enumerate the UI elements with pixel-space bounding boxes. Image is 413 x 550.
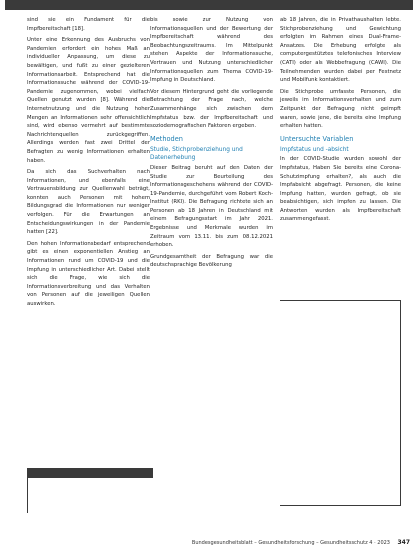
paragraph: ab 18 Jahren, die in Privathaushalten lebte. Stichprobenziehung und Gewichtung erfolgten im Rahmen eines Dual-Frame-Ansatzes. Die Erhebung erfolgte als computergestütztes telefonisches Interview (CATI) oder als Webbefragung (CAWI). Die Teilnehmenden wurden dabei per Festnetz und Mobilfunk kontaktiert.	[280, 17, 401, 84]
info-box-edge	[400, 300, 401, 505]
paragraph: Unter eine Erkennung des Ausbruchs von Pandemien erfordert ein hohes Maß an individueller Anpassung, um diese zu bewältigen, und fußt zu einer gezielteren Informationsarbeit. Entsprechend hat die Informationssuche während der COVID-19-Pandemie zugenommen, wobei vielfach Quellen genutzt wurden [8]. Während die Internetnutzung und die Nutzung hoher Mengen an Informationen sehr offensichtlich sind, wird ebenso vermehrt auf bestimmte Nachrichtenquellen zurückgegriffen. Allerdings werden fast zwei Drittel der Befragten zu wenig Informationen erhalten haben.	[27, 37, 150, 164]
column-1	[27, 16, 150, 312]
paragraph: Den hohen Informationsbedarf entsprechend gibt es einen exponentiellen Anstieg an Informationen rund um COVID-19 und die Impfung in unterschiedlicher Art. Dabei stellt sich die Frage, wie sich die Informationsverbreitung und das Verhalten von Personen auf die jeweiligen Quellen auswirken.	[27, 240, 150, 307]
paragraph: sind sie ein Fundament für die Impfbereitschaft [18].	[27, 17, 150, 32]
paragraph: Da sich das Suchverhalten nach Informationen, und ebenfalls eine Vertrauensbildung zur Quellenwahl beträgt, konnten auch Personen mit hohem Bildungsgrad die Informationen nur weniger verfolgen. Für die Erwartungen an Entscheidungswirkungen in der Pandemie hatten [22].	[27, 169, 150, 236]
column-3	[280, 16, 401, 227]
page-footer	[0, 538, 413, 550]
subsection-heading: Impfstatus und -absicht	[280, 146, 349, 153]
subsection-heading: Studie, Stichprobenziehung und Datenerhebung	[150, 146, 243, 162]
paragraph: Dieser Beitrag beruht auf den Daten der Studie zur Beurteilung des Informationsgeschehens während der COVID-19-Pandemie, durchgeführt vom Robert Koch-Institut (RKI). Die Befragung richtete sich an Personen ab 18 Jahren in Deutschland mit einem Befragungsstart im Jahr 2021. Ergebnisse und Merkmale wurden im Zeitraum vom 13.11. bis zum 08.12.2021 erhoben.	[150, 164, 273, 249]
section-heading-variables: Untersuchte Variablen	[280, 134, 354, 143]
info-box-edge	[280, 300, 401, 301]
section-heading-methods: Methoden	[150, 134, 183, 143]
paragraph: Grundgesamtheit der Befragung war die deutschsprachige Bevölkerung	[150, 253, 273, 269]
info-box-edge	[27, 468, 28, 513]
paragraph: Die Stichprobe umfasste Personen, die jeweils im Informationsverhalten und zum Zeitpunkt der Befragung nicht geimpft waren, sowie jene, die bereits eine Impfung erhalten hatten.	[280, 88, 401, 130]
paragraph: Vor diesem Hintergrund geht die vorliegende Betrachtung der Frage nach, welche Zusammenhänge sich zwischen dem Impfstatus bzw. der Impfbereitschaft und soziodemografischen Faktoren ergeben.	[150, 88, 273, 130]
info-box-rule	[27, 468, 153, 478]
paragraph: bis sowie zur Nutzung von Informationsquellen und der Bewertung der Impfbereitschaft während des Beobachtungszeitraums. Im Mittelpunkt stehen Aspekte der Informationssuche, Vertrauen und Nutzung unterschiedlicher Informationsquellen zum Thema COVID-19-Impfung in Deutschland.	[150, 17, 273, 84]
journal-citation: Bundesgesundheitsblatt – Gesundheitsforschung – Gesundheitsschutz 4 · 2023	[191, 540, 390, 546]
paragraph: In der COVID-Studie wurden sowohl der Impfstatus, Haben Sie bereits eine Corona-Schutzimpfung erhalten?, als auch die Impfabsicht abgefragt. Personen, die keine Impfung hatten, wurden gefragt, ob sie beabsichtigen, sich impfen zu lassen. Die Antworten wurden als Impfbereitschaft zusammengefasst.	[280, 156, 401, 223]
page-number: 347	[397, 539, 410, 546]
column-2	[150, 16, 273, 273]
info-box-edge	[280, 505, 401, 506]
top-rule	[0, 0, 413, 10]
